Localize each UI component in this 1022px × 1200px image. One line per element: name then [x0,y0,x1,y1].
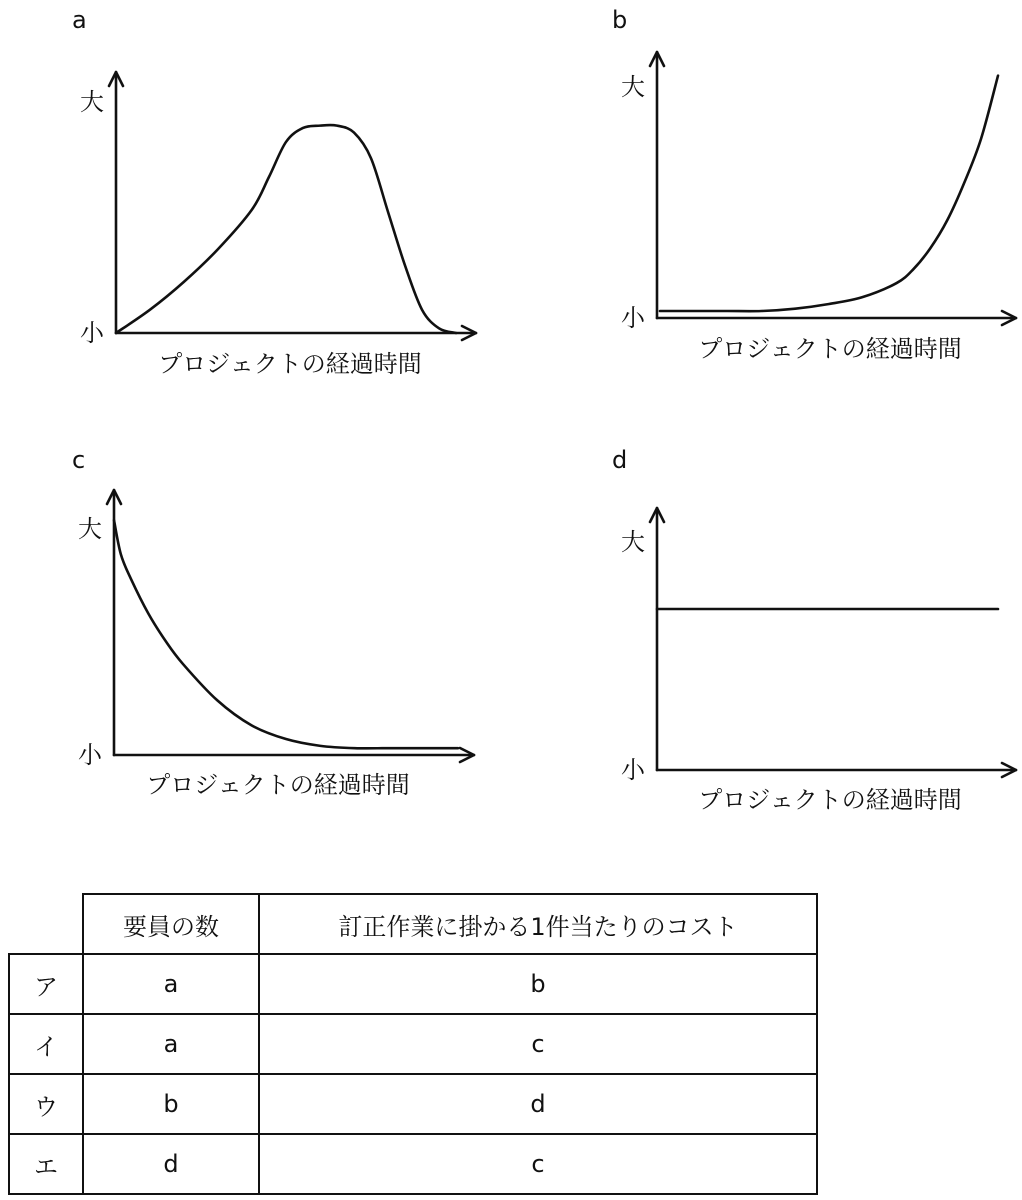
y-high-label: 大 [78,515,102,543]
header-staff: 要員の数 [83,894,259,954]
staff-cell: b [83,1074,259,1134]
panel-d-letter: d [612,446,628,474]
x-axis-label: プロジェクトの経過時間 [146,771,410,799]
table-row [9,1014,817,1074]
option-label: ウ [9,1074,83,1134]
staff-cell: a [83,1014,259,1074]
y-high-label: 大 [621,73,645,101]
staff-cell: d [83,1134,259,1194]
x-axis-label: プロジェクトの経過時間 [698,335,962,363]
y-low-label: 小 [621,756,645,784]
table-row [9,954,817,1014]
y-low-label: 小 [80,319,104,347]
cost-cell: b [259,954,817,1014]
x-axis-label: プロジェクトの経過時間 [698,786,962,814]
answer-table [8,893,818,1195]
panel-b-letter: b [612,6,628,34]
panel-a-letter: a [72,6,87,34]
y-high-label: 大 [80,88,104,116]
cost-cell: c [259,1014,817,1074]
cost-cell: d [259,1074,817,1134]
option-label: エ [9,1134,83,1194]
table-corner [9,894,83,954]
y-low-label: 小 [621,304,645,332]
staff-cell: a [83,954,259,1014]
table-row [9,1074,817,1134]
header-cost: 訂正作業に掛かる1件当たりのコスト [259,894,817,954]
panel-c-letter: c [72,446,86,474]
table-header-row [9,894,817,954]
y-high-label: 大 [621,528,645,556]
y-low-label: 小 [78,741,102,769]
table-row [9,1134,817,1194]
cost-cell: c [259,1134,817,1194]
option-label: ア [9,954,83,1014]
x-axis-label: プロジェクトの経過時間 [158,350,422,378]
option-label: イ [9,1014,83,1074]
